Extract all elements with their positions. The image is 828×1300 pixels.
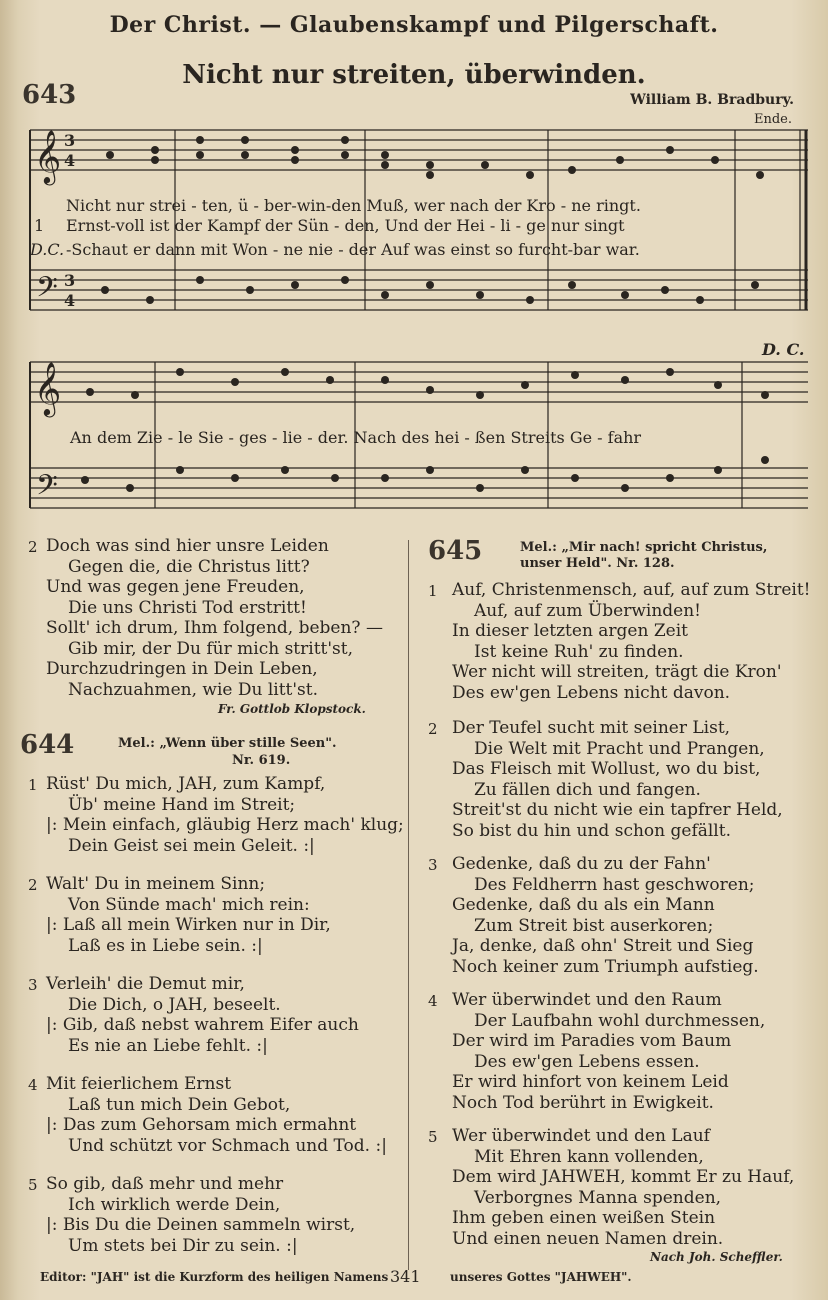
verse-line: Dem wird JAHWEH, kommt Er zu Hauf, bbox=[452, 1167, 795, 1187]
lyric-stanza-number: 1 bbox=[34, 216, 45, 235]
verse-line: Nachzuahmen, wie Du litt'st. bbox=[68, 679, 319, 700]
page-header: Der Christ. — Glaubenskampf und Pilgerschaft. bbox=[109, 12, 719, 38]
verse-line: Des ew'gen Lebens nicht davon. bbox=[452, 682, 731, 703]
verse-line: Rüst' Du mich, JAH, zum Kampf, bbox=[46, 774, 326, 794]
lyric-line-3: -Schaut er dann mit Won - ne nie - der Auf was einst so furcht-bar war. bbox=[66, 240, 640, 259]
verse-line: Er wird hinfort von keinem Leid bbox=[452, 1072, 729, 1092]
stanza-number: 2 bbox=[428, 720, 438, 738]
hymn-645-stanza-1 bbox=[452, 580, 811, 703]
verse-line: Zu fällen dich und fangen. bbox=[474, 779, 701, 800]
stanza-number: 3 bbox=[28, 976, 38, 994]
verse-line: Es nie an Liebe fehlt. :| bbox=[68, 1035, 268, 1056]
hymn-644-stanza-3 bbox=[46, 974, 359, 1056]
verse-line: Noch keiner zum Triumph aufstieg. bbox=[452, 956, 759, 977]
hymn-645-stanza-2 bbox=[452, 718, 783, 841]
hymn-645-author: Nach Joh. Scheffler. bbox=[650, 1250, 783, 1264]
verse-line: Der Teufel sucht mit seiner List, bbox=[452, 718, 731, 738]
svg-text:𝄢: 𝄢 bbox=[36, 469, 58, 509]
verse-line: Streit'st du nicht wie ein tapfrer Held, bbox=[452, 800, 783, 820]
verse-line: |: Das zum Gehorsam mich ermahnt bbox=[46, 1115, 357, 1135]
verse-line: Mit feierlichem Ernst bbox=[46, 1074, 232, 1094]
svg-text:𝄢: 𝄢 bbox=[36, 271, 58, 311]
column-divider bbox=[408, 540, 409, 1270]
verse-line: Auf, auf zum Überwinden! bbox=[474, 600, 701, 621]
stanza-number: 5 bbox=[428, 1128, 438, 1146]
verse-line: Doch was sind hier unsre Leiden bbox=[46, 536, 329, 556]
verse-line: Und was gegen jene Freuden, bbox=[46, 577, 305, 597]
svg-text:3: 3 bbox=[64, 131, 76, 150]
dc-marker: D. C. bbox=[762, 340, 805, 359]
verse-line: Gedenke, daß du als ein Mann bbox=[452, 895, 715, 915]
verse-line: Dein Geist sei mein Geleit. :| bbox=[68, 835, 315, 856]
verse-line: Verleih' die Demut mir, bbox=[46, 974, 245, 994]
verse-line: Laß tun mich Dein Gebot, bbox=[68, 1094, 291, 1115]
verse-line: |: Gib, daß nebst wahrem Eifer auch bbox=[46, 1015, 359, 1035]
verse-line: Gib mir, der Du für mich stritt'st, bbox=[68, 638, 353, 659]
verse-line: Die Welt mit Pracht und Prangen, bbox=[474, 738, 765, 759]
verse-line: |: Mein einfach, gläubig Herz mach' klug; bbox=[46, 815, 404, 835]
music-staff-system-1 bbox=[0, 0, 828, 540]
verse-line: Gegen die, die Christus litt? bbox=[68, 556, 310, 577]
lyric-line-4: An dem Zie - le Sie - ges - lie - der. Nach des hei - ßen Streits Ge - fahr bbox=[70, 428, 642, 447]
verse-line: Der wird im Paradies vom Baum bbox=[452, 1031, 732, 1051]
ende-marker: Ende. bbox=[753, 112, 792, 127]
lyric-line-1: Nicht nur strei - ten, ü - ber-win-den Muß, wer nach der Kro - ne ringt. bbox=[66, 196, 641, 215]
verse-line: Die Dich, o JAH, beseelt. bbox=[68, 994, 281, 1015]
verse-line: Mit Ehren kann vollenden, bbox=[474, 1146, 704, 1167]
verse-line: Und schützt vor Schmach und Tod. :| bbox=[68, 1135, 387, 1156]
verse-line: Sollt' ich drum, Ihm folgend, beben? — bbox=[46, 618, 383, 638]
hymn-644-stanza-1 bbox=[46, 774, 404, 856]
hymn-644-melody: Mel.: „Wenn über stille Seen". bbox=[118, 736, 337, 751]
stanza-number: 4 bbox=[28, 1076, 38, 1094]
hymn-643-composer: William B. Bradbury. bbox=[630, 92, 794, 108]
stanza-number: 4 bbox=[428, 992, 438, 1010]
hymn-645-melody: Mel.: „Mir nach! spricht Christus, unser Held". Nr. 128. bbox=[520, 540, 768, 571]
verse-line: Auf, Christenmensch, auf, auf zum Streit! bbox=[452, 580, 811, 600]
verse-line: Und einen neuen Namen drein. bbox=[452, 1228, 724, 1249]
verse-line: Wer überwindet und den Lauf bbox=[452, 1126, 710, 1146]
stanza-number: 1 bbox=[428, 582, 438, 600]
verse-line: Der Laufbahn wohl durchmessen, bbox=[474, 1010, 766, 1031]
verse-line: Um stets bei Dir zu sein. :| bbox=[68, 1235, 298, 1256]
verse-line: Üb' meine Hand im Streit; bbox=[68, 794, 296, 815]
hymn-645-number: 645 bbox=[428, 536, 483, 566]
verse-line: Die uns Christi Tod erstritt! bbox=[68, 597, 307, 618]
hymn-645-stanza-4 bbox=[452, 990, 765, 1113]
hymn-643-number: 643 bbox=[22, 80, 77, 110]
hymn-645-stanza-3 bbox=[452, 854, 759, 977]
verse-line: Walt' Du in meinem Sinn; bbox=[46, 874, 266, 894]
verse-line: Verborgnes Manna spenden, bbox=[474, 1187, 722, 1208]
hymn-643-author: Fr. Gottlob Klopstock. bbox=[218, 702, 366, 716]
verse-line: Ist keine Ruh' zu finden. bbox=[474, 641, 684, 662]
verse-line: So gib, daß mehr und mehr bbox=[46, 1174, 284, 1194]
lyric-line-2: Ernst-voll ist der Kampf der Sün - den, Und der Hei - li - ge nur singt bbox=[66, 216, 625, 235]
svg-text:4: 4 bbox=[64, 151, 76, 170]
stanza-number: 2 bbox=[28, 876, 38, 894]
hymn-644-nr: Nr. 619. bbox=[232, 753, 291, 768]
editor-note-right: unseres Gottes "JAHWEH". bbox=[450, 1270, 632, 1284]
page-number: 341 bbox=[390, 1267, 421, 1286]
svg-text:4: 4 bbox=[64, 291, 76, 310]
hymn-644-stanza-5 bbox=[46, 1174, 355, 1256]
hymn-644-number: 644 bbox=[20, 730, 75, 760]
verse-line: |: Bis Du die Deinen sammeln wirst, bbox=[46, 1215, 356, 1235]
verse-line: Wer nicht will streiten, trägt die Kron' bbox=[452, 662, 782, 682]
verse-line: |: Laß all mein Wirken nur in Dir, bbox=[46, 915, 331, 935]
hymn-645-stanza-5 bbox=[452, 1126, 794, 1249]
svg-text:𝄞: 𝄞 bbox=[34, 129, 62, 183]
verse-line: Ihm geben einen weißen Stein bbox=[452, 1208, 716, 1228]
verse-line: In dieser letzten argen Zeit bbox=[452, 621, 688, 641]
verse-line: Wer überwindet und den Raum bbox=[452, 990, 722, 1010]
verse-line: So bist du hin und schon gefällt. bbox=[452, 820, 731, 841]
stanza-number: 1 bbox=[28, 776, 38, 794]
verse-line: Gedenke, daß du zu der Fahn' bbox=[452, 854, 711, 874]
verse-line: Zum Streit bist auserkoren; bbox=[474, 915, 714, 936]
stanza-number: 3 bbox=[428, 856, 438, 874]
dc-label: D.C. bbox=[30, 240, 65, 259]
stanza-number: 5 bbox=[28, 1176, 38, 1194]
verse-line: Von Sünde mach' mich rein: bbox=[68, 894, 310, 915]
verse-line: Durchzudringen in Dein Leben, bbox=[46, 659, 318, 679]
verse-line: Des ew'gen Lebens essen. bbox=[474, 1051, 700, 1072]
stanza-number: 2 bbox=[28, 538, 38, 556]
verse-line: Das Fleisch mit Wollust, wo du bist, bbox=[452, 759, 761, 779]
hymn-644-stanza-2 bbox=[46, 874, 331, 956]
svg-text:3: 3 bbox=[64, 271, 76, 290]
verse-line: Ich wirklich werde Dein, bbox=[68, 1194, 281, 1215]
verse-line: Ja, denke, daß ohn' Streit und Sieg bbox=[452, 936, 754, 956]
hymn-643-title: Nicht nur streiten, überwinden. bbox=[182, 60, 646, 90]
editor-note-left: Editor: "JAH" ist die Kurzform des heiligen Namens bbox=[40, 1270, 389, 1284]
hymn-643-verse-2 bbox=[46, 536, 383, 700]
verse-line: Des Feldherrn hast geschworen; bbox=[474, 874, 755, 895]
verse-line: Laß es in Liebe sein. :| bbox=[68, 935, 263, 956]
hymn-644-stanza-4 bbox=[46, 1074, 387, 1156]
svg-text:𝄞: 𝄞 bbox=[34, 361, 62, 415]
verse-line: Noch Tod berührt in Ewigkeit. bbox=[452, 1092, 714, 1113]
